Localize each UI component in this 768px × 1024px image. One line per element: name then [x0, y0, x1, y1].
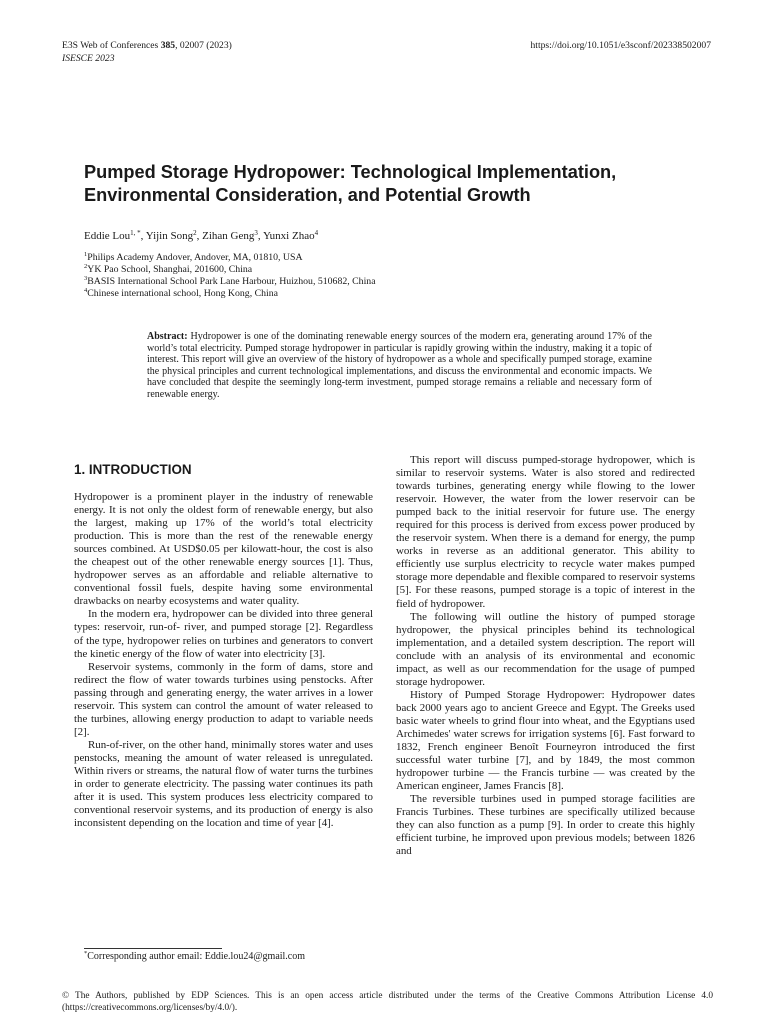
author-list: Eddie Lou$^{1, *}$, Yijin Song$^2$, Zihan Geng$^3$, Yunxi Zhao$^4$ — [84, 229, 319, 242]
left-column — [74, 462, 373, 830]
author-name: Eddie Lou — [84, 230, 131, 242]
body-paragraph: Hydropower is a prominent player in the industry of renewable energy. It is not only the oldest form of renewable energy, but also the largest, making up 17% of the world’s total electricity production. This is more than the rest of the renewable energy sources combined. At USD$0.05 per kilowatt-hour, the cost is also the cheapest out of the other renewable energy sources [1]. Thus, hydropower serves as an affordable and reliable alternative to conventional fossil fuels, despite having some environmental drawbacks on nearby ecosystems and water quality. — [74, 491, 373, 608]
body-paragraph: History of Pumped Storage Hydropower: Hydropower dates back 2000 years ago to ancient Greece and Egypt. The Greeks used basic water wheels to grind flour into wheat, and the Egyptians used Archimedes' water screws for irrigation systems [6]. Fast forward to 1832, French engineer Benoît Fourneyron introduced the first successful water turbine [7], and by 1849, the most common hydropower turbine — the Francis turbine — was created by the American engineer, James Francis [8]. — [396, 688, 695, 793]
paper-title: Pumped Storage Hydropower: Technological Implementation, Environmental Consideration, and Potential Growth — [84, 162, 617, 205]
abstract-label: Abstract: — [147, 331, 188, 342]
affiliation: $^1$Philips Academy Andover, Andover, MA, 01810, USA — [84, 251, 303, 263]
author-name: Yunxi Zhao — [262, 230, 315, 242]
abstract — [147, 331, 652, 400]
author-name: Zihan Geng — [202, 230, 255, 242]
affiliation: $^3$BASIS International School Park Lane Harbour, Huizhou, 510682, China — [84, 275, 376, 287]
affiliation: $^4$Chinese international school, Hong Kong, China — [84, 287, 278, 299]
conference-name: ISESCE 2023 — [62, 53, 115, 64]
body-paragraph: Reservoir systems, commonly in the form of dams, store and redirect the flow of water towards turbines using penstocks. After passing through and generating energy, the water arrives in a lower reservoir. This system can control the amount of water released to the turbines, allowing energy production to adapt to variable needs [2]. — [74, 660, 373, 738]
body-paragraph: The following will outline the history of pumped storage hydropower, the physical principles behind its technological implementation, and a detailed system description. The report will conclude with an analysis of its environmental and economic impact, as well as our recommendation for the usage of pumped storage hydropower. — [396, 610, 695, 688]
footnote: *Corresponding author email: Eddie.lou24@gmail.com — [84, 950, 306, 962]
section-heading: 1. INTRODUCTION — [74, 462, 192, 477]
affiliation: $^2$YK Pao School, Shanghai, 201600, China — [84, 263, 253, 275]
body-paragraph: In the modern era, hydropower can be divided into three general types: reservoir, run-of- river, and pumped storage [2]. Regardless of the type, hydropower relies on turbines and generators to convert the kinetic energy of the flow of water into electricity [3]. — [74, 608, 373, 660]
doi-link[interactable]: https://doi.org/10.1051/e3sconf/202338502007 — [530, 40, 711, 51]
right-column — [396, 454, 695, 858]
footnote-divider — [84, 948, 222, 949]
license-notice: © The Authors, published by EDP Sciences. This is an open access article distributed under the terms of the Creative Commons Attribution License 4.0 (https://creativecommons.org/licenses/by/4.0/). — [62, 991, 713, 1013]
abstract-text: Hydropower is one of the dominating renewable energy sources of the modern era, generating around 17% of the world’s total electricity. Pumped storage hydropower in particular is rapidly growing within the industry, making it a topic of interest. This report will give an overview of the history of hydropower as a whole and specifically pumped storage, examine the physical principles and current technological implementations, and discuss the environmental and economic impacts. We have concluded that despite the seemingly long-term investment, pumped storage remains a reliable and necessary form of renewable energy. — [147, 331, 652, 400]
affiliation-list — [84, 252, 376, 300]
body-paragraph: Run-of-river, on the other hand, minimally stores water and uses penstocks, meaning the amount of water released is unregulated. Within rivers or streams, the natural flow of water turns the turbines in order to generate electricity. The passing water continues its path after it is used. This system produces less electricity compared to conventional reservoir systems, and its production of energy is also inconsistent depending on the location and time of year [4]. — [74, 738, 373, 830]
journal-citation: E3S Web of Conferences 385, 02007 (2023) — [62, 40, 232, 51]
body-paragraph: This report will discuss pumped-storage hydropower, which is similar to reservoir systems. Water is also stored and redirected towards turbines, generating energy while flowing to the lower reservoir. However, the water from the lower reservoir can be pumped back to the initial reservoir for future use. The energy required for this process is derived from excess power produced by the reservoir system. When there is a demand for energy, the pump works in reverse as an additional generator. This ability to efficiently use surplus electricity to recycle water makes pumped storage more dependable and flexible compared to reservoir systems [5]. For these reasons, pumped storage is a topic of interest in the field of hydropower. — [396, 454, 695, 610]
body-paragraph: The reversible turbines used in pumped storage facilities are Francis Turbines. These turbines are specifically utilized because they can also function as a pump [9]. In order to create this highly efficient turbine, he improved upon previous models; between 1826 and — [396, 793, 695, 858]
author-name: Yijin Song — [145, 230, 194, 242]
